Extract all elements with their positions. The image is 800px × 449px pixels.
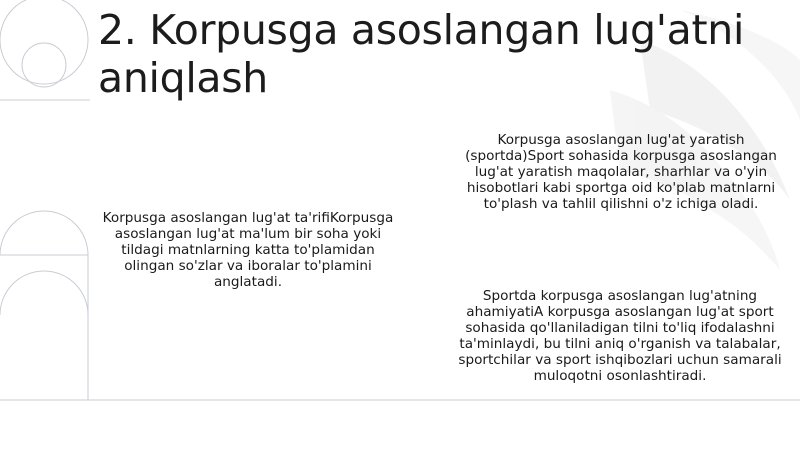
creation-text: Korpusga asoslangan lug'at yaratish (sportda)Sport sohasida korpusga asoslangan lug'at yaratish maqolalar, sharhlar va o'yin hisobotlari kabi sportga oid ko'plab matnlarni to'plash va tahlil qilishni o'z ichiga oladi. [465,132,777,212]
slide-title: 2. Korpusga asoslangan lug'atni aniqlash [98,6,745,102]
top-large-circle [0,0,88,84]
definition-text: Korpusga asoslangan lug'at ta'rifiKorpusga asoslangan lug'at ma'lum bir soha yoki tildagi matnlarning katta to'plamidan olingan so'zlar va iboralar to'plamini anglatadi. [102,210,394,290]
middle-arc [0,211,88,255]
top-small-circle [22,43,66,87]
lower-arc [0,271,88,315]
importance-text: Sportda korpusga asoslangan lug'atning ahamiyatiA korpusga asoslangan lug'at sport sohasida qo'llaniladigan tilni to'liq ifodalashni ta'minlaydi, bu tilni aniq o'rganish va talabalar, sportchilar va sport ishqibozlari uchun samarali muloqotni osonlashtiradi. [458,288,782,384]
